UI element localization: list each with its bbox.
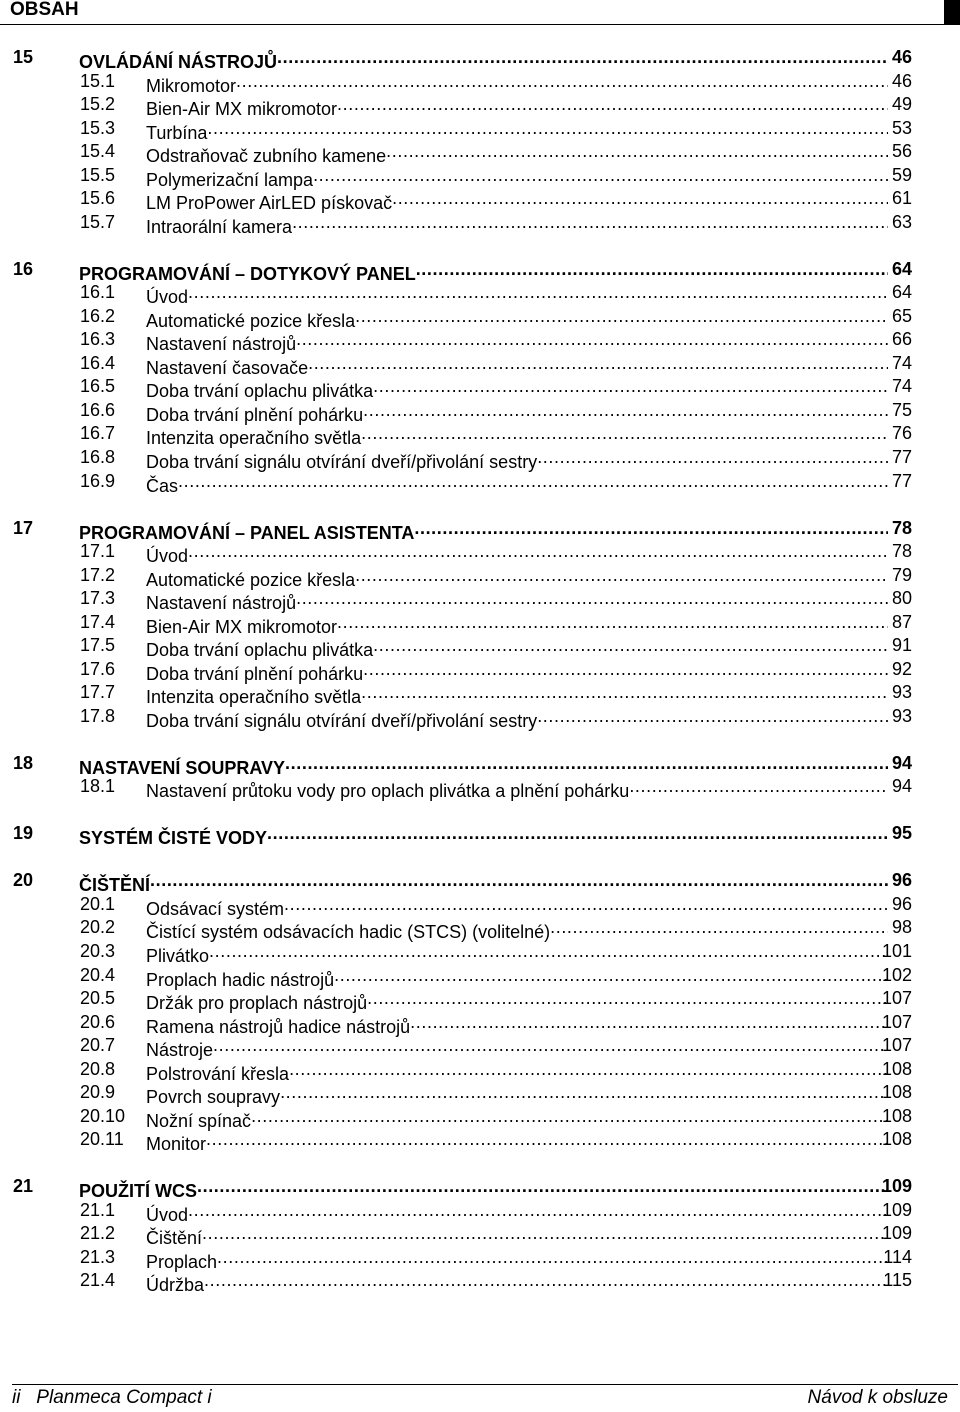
toc-chapter[interactable] — [0, 822, 960, 848]
toc-page-number: 115 — [883, 1270, 912, 1290]
toc-page-number: 80 — [891, 588, 912, 608]
toc-number: 17.6 — [80, 659, 116, 679]
toc-entry[interactable] — [0, 940, 960, 966]
toc-leader-line — [146, 940, 888, 967]
toc-page-number: 49 — [891, 94, 912, 114]
toc-entry[interactable] — [0, 611, 960, 637]
toc-entry[interactable] — [0, 422, 960, 448]
toc-page-number: 74 — [891, 353, 912, 373]
toc-page-number: 77 — [891, 471, 912, 491]
toc-number: 20.8 — [80, 1059, 116, 1079]
toc-page-number: 107 — [881, 988, 912, 1008]
toc-number: 20.6 — [80, 1012, 116, 1032]
toc-title: Čas — [146, 476, 179, 496]
toc-leader-line — [146, 775, 888, 802]
toc-page-number: 66 — [891, 329, 912, 349]
toc-title: Doba trvání signálu otvírání dveří/přivolání sestry — [146, 711, 538, 731]
toc-page-number: 64 — [891, 259, 912, 279]
toc-dot-leader — [178, 470, 888, 492]
toc-chapter[interactable] — [0, 752, 960, 778]
toc-entry[interactable] — [0, 658, 960, 684]
toc-entry[interactable] — [0, 375, 960, 401]
toc-title: Doba trvání signálu otvírání dveří/přivolání sestry — [146, 452, 538, 472]
toc-number: 20.10 — [80, 1106, 126, 1126]
toc-page-number: 75 — [891, 400, 912, 420]
toc-dot-leader — [207, 117, 888, 139]
toc-title: Nástroje — [146, 1040, 214, 1060]
toc-dot-leader — [285, 752, 888, 774]
toc-page-number: 94 — [891, 753, 912, 773]
toc-title: Bien-Air MX mikromotor — [146, 99, 338, 119]
toc-title: Plivátko — [146, 946, 210, 966]
toc-number: 18.1 — [80, 776, 116, 796]
toc-number: 15 — [13, 47, 34, 67]
toc-page-number: 109 — [881, 1200, 912, 1220]
toc-entry[interactable] — [0, 211, 960, 237]
toc-leader-line — [146, 1222, 888, 1249]
toc-title: Proplach hadic nástrojů — [146, 970, 335, 990]
toc-title: Držák pro proplach nástrojů — [146, 993, 368, 1013]
toc-leader-line — [146, 1081, 888, 1108]
toc-leader-line — [146, 587, 888, 614]
toc-number: 20.7 — [80, 1035, 116, 1055]
toc-title: Doba trvání plnění pohárku — [146, 405, 364, 425]
toc-leader-line — [146, 1034, 888, 1061]
toc-page-number: 93 — [891, 682, 912, 702]
toc-page-number: 76 — [891, 423, 912, 443]
toc-page-number: 91 — [891, 635, 912, 655]
toc-leader-line — [146, 987, 888, 1014]
toc-chapter[interactable] — [0, 517, 960, 543]
toc-dot-leader — [410, 1011, 888, 1033]
toc-entry[interactable] — [0, 164, 960, 190]
toc-number: 21.1 — [80, 1200, 116, 1220]
toc-title: Polstrování křesla — [146, 1064, 290, 1084]
toc-page-number: 95 — [891, 823, 912, 843]
toc-entry[interactable] — [0, 1081, 960, 1107]
toc-title: Doba trvání oplachu plivátka — [146, 640, 374, 660]
toc-dot-leader — [209, 940, 888, 962]
toc-title: Intraorální kamera — [146, 217, 293, 237]
toc-page-number: 53 — [891, 118, 912, 138]
toc-page-number: 78 — [891, 518, 912, 538]
toc-dot-leader — [392, 187, 888, 209]
toc-page-number: 108 — [881, 1059, 912, 1079]
toc-entry[interactable] — [0, 1128, 960, 1154]
toc-page-number: 107 — [881, 1012, 912, 1032]
toc-number: 17.4 — [80, 612, 116, 632]
toc-dot-leader — [284, 893, 888, 915]
toc-number: 16.3 — [80, 329, 116, 349]
toc-entry[interactable] — [0, 305, 960, 331]
toc-number: 17.1 — [80, 541, 116, 561]
toc-leader-line — [146, 634, 888, 661]
toc-title: Doba trvání oplachu plivátka — [146, 381, 374, 401]
toc-dot-leader — [355, 305, 888, 327]
toc-page-number: 96 — [891, 894, 912, 914]
toc-number: 20.11 — [80, 1129, 124, 1149]
toc-title: Odsávací systém — [146, 899, 285, 919]
toc-dot-leader — [550, 916, 888, 938]
toc-leader-line — [146, 1269, 888, 1296]
toc-entry[interactable] — [0, 352, 960, 378]
toc-leader-line — [146, 422, 888, 449]
toc-page-number: 64 — [891, 282, 912, 302]
toc-page-number: 63 — [891, 212, 912, 232]
toc-number: 20.9 — [80, 1082, 116, 1102]
toc-dot-leader — [414, 517, 888, 539]
toc-entry[interactable] — [0, 446, 960, 472]
toc-dot-leader — [267, 822, 888, 844]
toc-dot-leader — [280, 1081, 888, 1103]
toc-title: Turbína — [146, 123, 208, 143]
toc-page-number: 94 — [891, 776, 912, 796]
toc-leader-line — [146, 281, 888, 308]
toc-title: Intenzita operačního světla — [146, 428, 362, 448]
toc-number: 21.2 — [80, 1223, 116, 1243]
toc-page-number: 108 — [881, 1106, 912, 1126]
toc-dot-leader — [537, 705, 888, 727]
toc-page-number: 46 — [891, 47, 912, 67]
toc-leader-line — [146, 540, 888, 567]
toc-page-number: 87 — [891, 612, 912, 632]
toc-dot-leader — [150, 869, 888, 891]
toc-page-number: 98 — [891, 917, 912, 937]
toc-title: Mikromotor — [146, 76, 237, 96]
toc-leader-line — [146, 375, 888, 402]
toc-title: Automatické pozice křesla — [146, 570, 356, 590]
toc-dot-leader — [292, 211, 888, 233]
toc-title: Proplach — [146, 1252, 218, 1272]
toc-entry[interactable] — [0, 281, 960, 307]
toc-page-number: 92 — [891, 659, 912, 679]
toc-title: Ramena nástrojů hadice nástrojů — [146, 1017, 411, 1037]
toc-entry[interactable] — [0, 93, 960, 119]
toc-entry[interactable] — [0, 587, 960, 613]
toc-leader-line — [79, 1175, 888, 1202]
toc-page-number: 79 — [891, 565, 912, 585]
toc-number: 16.4 — [80, 353, 116, 373]
toc-title: Doba trvání plnění pohárku — [146, 664, 364, 684]
section-header — [0, 0, 960, 25]
toc-number: 15.1 — [80, 71, 116, 91]
toc-dot-leader — [367, 987, 888, 1009]
toc-page-number: 74 — [891, 376, 912, 396]
toc-number: 17.8 — [80, 706, 116, 726]
toc-leader-line — [79, 46, 888, 73]
toc-entry[interactable] — [0, 540, 960, 566]
toc-number: 18 — [13, 753, 34, 773]
toc-title: SYSTÉM ČISTÉ VODY — [79, 828, 268, 848]
toc-number: 21.3 — [80, 1247, 116, 1267]
toc-dot-leader — [217, 1246, 888, 1268]
toc-dot-leader — [334, 964, 888, 986]
toc-leader-line — [146, 187, 888, 214]
toc-dot-leader — [629, 775, 888, 797]
toc-title: Čištění — [146, 1228, 203, 1248]
toc-number: 17.5 — [80, 635, 116, 655]
toc-dot-leader — [361, 681, 888, 703]
toc-title: Nastavení časovače — [146, 358, 309, 378]
toc-dot-leader — [296, 328, 888, 350]
toc-dot-leader — [386, 140, 888, 162]
toc-number: 17 — [13, 518, 34, 538]
toc-dot-leader — [206, 1128, 888, 1150]
toc-number: 16.2 — [80, 306, 116, 326]
toc-title: Úvod — [146, 287, 189, 307]
toc-page-number: 78 — [891, 541, 912, 561]
toc-dot-leader — [355, 564, 888, 586]
toc-dot-leader — [373, 375, 888, 397]
toc-entry[interactable] — [0, 328, 960, 354]
toc-title: Automatické pozice křesla — [146, 311, 356, 331]
toc-entry[interactable] — [0, 1011, 960, 1037]
toc-page-number: 65 — [891, 306, 912, 326]
toc-page-number: 61 — [891, 188, 912, 208]
toc-page-number: 96 — [891, 870, 912, 890]
toc-leader-line — [146, 470, 888, 497]
toc-number: 16.8 — [80, 447, 116, 467]
toc-title: Úvod — [146, 546, 189, 566]
toc-number: 16.1 — [80, 282, 116, 302]
toc-dot-leader — [251, 1105, 888, 1127]
toc-dot-leader — [537, 446, 888, 468]
toc-dot-leader — [213, 1034, 888, 1056]
toc-title: Monitor — [146, 1134, 207, 1154]
toc-number: 15.5 — [80, 165, 116, 185]
toc-title: PROGRAMOVÁNÍ – PANEL ASISTENTA — [79, 523, 415, 543]
toc-title: Polymerizační lampa — [146, 170, 314, 190]
toc-dot-leader — [296, 587, 888, 609]
footer-page-label: ii — [12, 1387, 21, 1408]
toc-chapter[interactable] — [0, 869, 960, 895]
toc-page-number: 109 — [881, 1176, 912, 1196]
toc-number: 16.9 — [80, 471, 116, 491]
toc-entry[interactable] — [0, 140, 960, 166]
toc-leader-line — [146, 140, 888, 167]
toc-number: 20.4 — [80, 965, 116, 985]
toc-title: Intenzita operačního světla — [146, 687, 362, 707]
toc-dot-leader — [188, 540, 888, 562]
toc-dot-leader — [337, 611, 888, 633]
toc-dot-leader — [197, 1175, 888, 1197]
toc-number: 15.2 — [80, 94, 116, 114]
toc-entry[interactable] — [0, 964, 960, 990]
corner-mark — [944, 0, 960, 24]
toc-page-number: 101 — [881, 941, 912, 961]
toc-number: 17.7 — [80, 682, 116, 702]
toc-page-number: 108 — [881, 1129, 912, 1149]
footer-divider — [12, 1384, 958, 1385]
toc-number: 21.4 — [80, 1270, 116, 1290]
toc-entry[interactable] — [0, 1034, 960, 1060]
toc-entry[interactable] — [0, 117, 960, 143]
toc-dot-leader — [416, 258, 888, 280]
toc-dot-leader — [188, 281, 888, 303]
toc-dot-leader — [361, 422, 888, 444]
toc-title: POUŽITÍ WCS — [79, 1181, 197, 1201]
toc-title: Údržba — [146, 1275, 205, 1295]
toc-leader-line — [79, 822, 888, 849]
toc-chapter[interactable] — [0, 46, 960, 72]
toc-title: Úvod — [146, 1205, 189, 1225]
toc-leader-line — [146, 1128, 888, 1155]
toc-title: Čistící systém odsávacích hadic (STCS) (volitelné) — [146, 922, 551, 942]
toc-leader-line — [146, 705, 888, 732]
toc-title: LM ProPower AirLED pískovač — [146, 193, 393, 213]
toc-number: 20.1 — [80, 894, 116, 914]
toc-number: 15.6 — [80, 188, 116, 208]
toc-dot-leader — [373, 634, 888, 656]
toc-page-number: 77 — [891, 447, 912, 467]
toc-title: Nastavení nástrojů — [146, 593, 297, 613]
toc-entry[interactable] — [0, 1269, 960, 1295]
footer-left — [12, 1386, 212, 1410]
toc-entry[interactable] — [0, 564, 960, 590]
toc-entry[interactable] — [0, 1105, 960, 1131]
toc-leader-line — [146, 93, 888, 120]
toc-entry[interactable] — [0, 399, 960, 425]
toc-entry[interactable] — [0, 470, 960, 496]
toc-leader-line — [146, 681, 888, 708]
toc-chapter[interactable] — [0, 258, 960, 284]
toc-dot-leader — [188, 1199, 888, 1221]
toc-dot-leader — [363, 658, 888, 680]
toc-entry[interactable] — [0, 681, 960, 707]
toc-entry[interactable] — [0, 916, 960, 942]
toc-chapter[interactable] — [0, 1175, 960, 1201]
toc-entry[interactable] — [0, 187, 960, 213]
footer-right: Návod k obsluze — [807, 1387, 948, 1408]
toc-entry[interactable] — [0, 70, 960, 96]
toc-number: 16.7 — [80, 423, 116, 443]
toc-dot-leader — [337, 93, 888, 115]
toc-leader-line — [146, 211, 888, 238]
toc-entry[interactable] — [0, 1058, 960, 1084]
toc-page-number: 93 — [891, 706, 912, 726]
toc-title: Nastavení průtoku vody pro oplach plivátka a plnění pohárku — [146, 781, 630, 801]
toc-dot-leader — [289, 1058, 888, 1080]
toc-entry[interactable] — [0, 634, 960, 660]
toc-entry[interactable] — [0, 1246, 960, 1272]
toc-title: PROGRAMOVÁNÍ – DOTYKOVÝ PANEL — [79, 264, 416, 284]
toc-dot-leader — [204, 1269, 888, 1291]
toc-page-number: 56 — [891, 141, 912, 161]
toc-page-number: 114 — [883, 1247, 912, 1267]
toc-number: 20.5 — [80, 988, 116, 1008]
toc-leader-line — [79, 869, 888, 896]
toc-number: 16 — [13, 259, 34, 279]
toc-entry[interactable] — [0, 1222, 960, 1248]
footer-product: Planmeca Compact i — [36, 1387, 212, 1408]
toc-title: ČIŠTĚNÍ — [79, 875, 151, 895]
toc-number: 20.2 — [80, 917, 116, 937]
toc-leader-line — [146, 446, 888, 473]
toc-dot-leader — [202, 1222, 888, 1244]
toc-number: 21 — [13, 1176, 34, 1196]
toc-page-number: 59 — [891, 165, 912, 185]
toc-number: 16.6 — [80, 400, 116, 420]
toc-title: Odstraňovač zubního kamene — [146, 146, 387, 166]
toc-entry[interactable] — [0, 987, 960, 1013]
toc-entry[interactable] — [0, 705, 960, 731]
toc-page-number: 109 — [881, 1223, 912, 1243]
toc-title: Bien-Air MX mikromotor — [146, 617, 338, 637]
toc-entry[interactable] — [0, 1199, 960, 1225]
toc-number: 20.3 — [80, 941, 116, 961]
toc-page-number: 107 — [881, 1035, 912, 1055]
toc-number: 15.3 — [80, 118, 116, 138]
page-title: OBSAH — [10, 0, 79, 20]
toc-page-number: 46 — [891, 71, 912, 91]
toc-page-number: 108 — [881, 1082, 912, 1102]
toc-number: 17.3 — [80, 588, 116, 608]
toc-title: OVLÁDÁNÍ NÁSTROJŮ — [79, 52, 278, 72]
toc-number: 16.5 — [80, 376, 116, 396]
toc-title: Povrch soupravy — [146, 1087, 281, 1107]
toc-leader-line — [146, 328, 888, 355]
toc-number: 20 — [13, 870, 34, 890]
toc-title: Nožní spínač — [146, 1111, 252, 1131]
toc-dot-leader — [277, 46, 888, 68]
toc-number: 15.4 — [80, 141, 116, 161]
toc-leader-line — [146, 916, 888, 943]
toc-entry[interactable] — [0, 775, 960, 801]
toc-dot-leader — [308, 352, 888, 374]
toc-title: NASTAVENÍ SOUPRAVY — [79, 758, 286, 778]
toc-title: Nastavení nástrojů — [146, 334, 297, 354]
toc-dot-leader — [363, 399, 888, 421]
toc-page-number: 102 — [881, 965, 912, 985]
toc-dot-leader — [313, 164, 888, 186]
toc-entry[interactable] — [0, 893, 960, 919]
toc-number: 17.2 — [80, 565, 116, 585]
toc-number: 19 — [13, 823, 34, 843]
toc-number: 15.7 — [80, 212, 116, 232]
toc-dot-leader — [236, 70, 888, 92]
